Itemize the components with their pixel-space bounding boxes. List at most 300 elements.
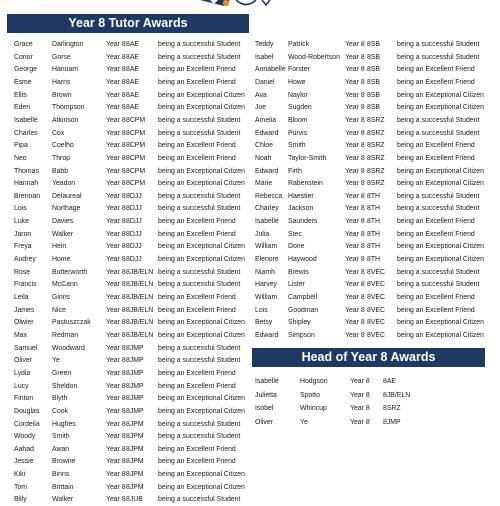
award-last-cell: Forster [288,66,310,74]
head-of-year-awards-banner: Head of Year 8 Awards [252,348,485,367]
award-last-cell: Smith [52,433,70,441]
award-award-cell: being an Exceptional Citizen [397,256,484,264]
award-form-cell: 8AE [126,104,140,112]
award-year-cell: Year 8 [345,180,365,188]
award-last-cell: Ye [300,419,308,427]
award-last-cell: Done [288,243,305,251]
award-year-cell: Year 8 [106,344,126,352]
award-award-cell: being a successful Student [158,53,241,61]
award-year-cell: Year 8 [106,142,126,150]
award-year-cell: Year 8 [350,405,370,413]
award-form-cell: 8SB [367,91,381,99]
award-year-cell: Year 8 [345,256,365,264]
award-first-cell: Lucy [14,382,29,390]
award-award-cell: being an Exceptional Citizen [397,331,484,339]
award-first-cell: Max [14,331,28,339]
award-first-cell: William [255,294,278,301]
award-form-cell: 8JB/ELN [126,331,154,339]
award-year-cell: Year 8 [106,395,126,403]
award-form-cell: 8SRZ [367,142,385,150]
award-last-cell: Haestier [288,192,314,200]
award-last-cell: Hannam [52,66,79,74]
award-year-cell: Year 8 [345,294,365,301]
award-form-cell: 8DJJ [126,205,142,213]
award-year-cell: Year 8 [345,41,365,48]
award-year-cell: Year 8 [106,357,126,365]
award-last-cell: Home [52,256,71,264]
award-last-cell: Naylor [288,91,308,99]
award-award-cell: being a successful Student [158,129,241,137]
award-year-cell: Year 8 [345,319,365,327]
award-form-cell: 8CPM [126,180,146,188]
award-form-cell: 8JMP [126,382,144,390]
award-first-cell: Luke [14,218,29,226]
award-first-cell: Ellis [14,91,27,99]
award-year-cell: Year 8 [345,53,365,61]
award-award-cell: being an Excellent Friend [158,142,236,150]
award-first-cell: Isobel [255,405,274,413]
award-last-cell: Ye [52,357,60,365]
award-first-cell: Chloe [255,142,274,150]
award-last-cell: Bloom [288,116,308,124]
award-last-cell: Lister [288,281,305,289]
award-year-cell: Year 8 [106,382,126,390]
award-form-cell: 8SRZ [367,167,385,175]
award-award-cell: being an Excellent Friend [158,306,236,314]
award-last-cell: Simpson [288,331,315,339]
award-year-cell: Year 8 [345,268,365,276]
award-year-cell: Year 8 [106,205,126,213]
award-first-cell: James [14,306,35,314]
award-first-cell: Lydia [14,369,31,377]
award-last-cell: Walker [52,230,74,238]
award-year-cell: Year 8 [106,433,126,441]
award-year-cell: Year 8 [106,243,126,251]
award-form-cell: 8DJJ [126,256,142,264]
award-first-cell: Leila [14,294,29,301]
award-last-cell: Blyth [52,395,68,403]
award-year-cell: Year 8 [106,483,126,491]
award-award-cell: being a successful Student [397,53,480,61]
award-year-cell: Year 8 [350,419,370,427]
award-last-cell: Spotto [300,391,320,399]
award-last-cell: Cook [52,407,69,415]
award-first-cell: Marie [255,180,273,188]
award-form-cell: 8SRZ [367,180,385,188]
award-form-cell: 8CPM [126,142,146,150]
award-award-cell: being an Exceptional Citizen [158,471,245,479]
award-year-cell: Year 8 [106,78,126,86]
award-award-cell: being an Excellent Friend [158,445,236,453]
award-award-cell: being an Excellent Friend [158,294,236,301]
award-year-cell: Year 8 [106,66,126,74]
award-award-cell: being an Exceptional Citizen [397,167,484,175]
award-last-cell: Campbell [288,294,318,301]
award-award-cell: being an Exceptional Citizen [397,91,484,99]
award-first-cell: Joe [255,104,267,112]
award-year-cell: Year 8 [345,281,365,289]
award-award-cell: being an Excellent Friend [158,369,236,377]
award-award-cell: being a successful Student [158,116,241,124]
header-arc [236,0,256,5]
award-first-cell: Cordelia [14,420,40,428]
award-last-cell: Nice [52,306,66,314]
award-first-cell: William [255,243,278,251]
award-first-cell: Pipa [14,142,28,150]
award-form-cell: 8SB [367,104,381,112]
award-last-cell: Sugden [288,104,312,112]
award-form-cell: 8JPM [126,433,144,441]
award-year-cell: Year 8 [345,331,365,339]
award-last-cell: Cox [52,129,65,137]
award-award-cell: being an Excellent Friend [158,230,236,238]
award-year-cell: Year 8 [345,116,365,124]
award-last-cell: Brown [52,91,72,99]
award-first-cell: Billy [14,496,27,504]
award-year-cell: Year 8 [106,154,126,162]
award-form-cell: 8JPM [126,445,144,453]
award-first-cell: Daniel [255,78,275,86]
award-year-cell: Year 8 [345,104,365,112]
award-award-cell: being an Excellent Friend [158,218,236,226]
award-year-cell: Year 8 [106,471,126,479]
award-last-cell: Darlington [52,41,84,48]
tutor-awards-banner: Year 8 Tutor Awards [7,14,249,33]
award-first-cell: Rebecca [255,192,283,200]
award-first-cell: Niamh [255,268,275,276]
award-last-cell: Harris [52,78,71,86]
award-year-cell: Year 8 [106,256,126,264]
award-first-cell: Amelia [255,116,277,124]
award-year-cell: Year 8 [106,420,126,428]
header-orange-dot [223,0,229,6]
award-first-cell: Annabelle [255,66,286,74]
award-form-cell: 8AE [126,41,140,48]
award-first-cell: Julietta [255,391,277,399]
award-first-cell: Eden [14,104,31,112]
award-first-cell: Woody [14,433,36,441]
award-form-cell: 8SB [367,53,381,61]
header-graphic [0,0,500,12]
award-last-cell: Brittain [52,483,74,491]
award-award-cell: being a successful Student [158,496,241,504]
award-year-cell: Year 8 [345,192,365,200]
award-form-cell: 8DJJ [126,192,142,200]
award-award-cell: being a successful Student [397,129,480,137]
award-form-cell: 8SRZ [367,154,385,162]
award-first-cell: Douglas [14,407,40,415]
award-last-cell: Northage [52,205,81,213]
award-first-cell: Aahad [14,445,34,453]
award-first-cell: Oliver [255,419,273,427]
award-first-cell: Noah [255,154,272,162]
award-form-cell: 8DJJ [126,218,142,226]
award-year-cell: Year 8 [345,66,365,74]
award-year-cell: Year 8 [345,230,365,238]
award-first-cell: Esme [14,78,32,86]
award-award-cell: being a successful Student [158,268,241,276]
award-first-cell: Finton [14,395,34,403]
award-first-cell: Rose [14,268,31,276]
award-last-cell: Green [52,369,72,377]
award-award-cell: being a successful Student [158,281,241,289]
award-award-cell: being an Exceptional Citizen [158,483,245,491]
award-form-cell: 8AE [126,78,140,86]
award-first-cell: Oliver [14,357,32,365]
award-form-cell: 8JPM [126,471,144,479]
award-year-cell: Year 8 [106,407,126,415]
award-award-cell: being an Exceptional Citizen [158,331,245,339]
award-award-cell: being an Exceptional Citizen [397,319,484,327]
award-award-cell: being an Excellent Friend [158,78,236,86]
award-form-cell: 8SB [367,41,381,48]
award-award-cell: being a successful Student [397,205,480,213]
award-first-cell: Brennan [14,192,41,200]
award-award-cell: being an Excellent Friend [158,458,236,466]
award-year-cell: Year 8 [106,91,126,99]
award-form-cell: 8TH [367,192,381,200]
award-first-cell: Charley [255,205,279,213]
award-form-cell: 8AE [126,66,140,74]
award-form-cell: 8VEC [367,331,386,339]
award-first-cell: Olwier [14,319,34,327]
award-form-cell: 8JMP [126,395,144,403]
award-last-cell: Thompson [52,104,85,112]
award-last-cell: Shipley [288,319,311,327]
award-year-cell: Year 8 [106,167,126,175]
award-last-cell: Sheldon [52,382,78,390]
award-year-cell: Year 8 [106,116,126,124]
award-first-cell: George [14,66,37,74]
award-first-cell: Isabelle [255,378,279,385]
award-form-cell: 8DJJ [126,230,142,238]
award-form-cell: 8JMP [126,344,144,352]
award-first-cell: Ava [255,91,267,99]
award-award-cell: being an Excellent Friend [397,294,475,301]
award-form-cell: 8VEC [367,268,386,276]
award-award-cell: being an Exceptional Citizen [158,243,245,251]
award-first-cell: Charles [14,129,38,137]
award-form-cell: 8TH [367,230,381,238]
award-form-cell: 8TH [367,256,381,264]
award-award-cell: being an Excellent Friend [397,66,475,74]
award-form-cell: 8JB/ELN [126,281,154,289]
award-year-cell: Year 8 [106,306,126,314]
award-form-cell: 8JB/ELN [126,306,154,314]
award-first-cell: Teddy [255,41,274,48]
award-last-cell: Awan [52,445,70,453]
award-year-cell: Year 8 [106,180,126,188]
award-first-cell: Isabelle [255,218,279,226]
award-last-cell: Whincup [300,405,327,413]
award-year-cell: Year 8 [350,378,370,385]
award-last-cell: Howe [288,78,306,86]
award-award-cell: being an Excellent Friend [397,306,475,314]
award-form-cell: 8TH [367,243,381,251]
award-form-cell: 8JMP [383,419,401,427]
award-form-cell: 8CPM [126,116,146,124]
award-form-cell: 8JB/ELN [126,268,154,276]
award-award-cell: being an Excellent Friend [397,230,475,238]
award-form-cell: 8SRZ [367,116,385,124]
award-last-cell: Saunders [288,218,318,226]
award-award-cell: being an Exceptional Citizen [397,243,484,251]
award-award-cell: being a successful Student [397,41,480,48]
award-award-cell: being an Exceptional Citizen [397,104,484,112]
award-first-cell: Isabel [255,53,274,61]
award-first-cell: Julia [255,230,270,238]
award-first-cell: Edward [255,331,279,339]
award-last-cell: Brewis [288,268,309,276]
award-last-cell: Purvis [288,129,308,137]
award-year-cell: Year 8 [350,391,370,399]
award-last-cell: Davies [52,218,74,226]
award-last-cell: Hodgson [300,378,328,385]
award-award-cell: being an Excellent Friend [397,142,475,150]
award-year-cell: Year 8 [106,230,126,238]
award-first-cell: Thomas [14,167,39,175]
award-form-cell: 8SB [367,66,381,74]
award-first-cell: Isabelle [14,116,38,124]
award-last-cell: Babb [52,167,69,175]
award-form-cell: 8JB/ELN [126,319,154,327]
award-award-cell: being a successful Student [158,344,241,352]
award-first-cell: Betsy [255,319,273,327]
award-form-cell: 8VEC [367,281,386,289]
award-last-cell: Yeadon [52,180,76,188]
award-first-cell: Elenore [255,256,279,264]
award-last-cell: Delaureal [52,192,82,200]
award-form-cell: 8AE [383,378,397,385]
award-form-cell: 8JMP [126,407,144,415]
award-year-cell: Year 8 [345,91,365,99]
award-award-cell: being an Exceptional Citizen [158,104,245,112]
award-last-cell: Hughes [52,420,76,428]
award-award-cell: being a successful Student [397,268,480,276]
award-award-cell: being an Exceptional Citizen [158,180,245,188]
award-first-cell: Freya [14,243,32,251]
award-year-cell: Year 8 [345,142,365,150]
award-form-cell: 8JMP [126,357,144,365]
award-last-cell: Ginns [52,294,71,301]
award-last-cell: Coelho [52,142,74,150]
award-form-cell: 8SRZ [383,405,401,413]
award-year-cell: Year 8 [345,218,365,226]
award-year-cell: Year 8 [106,129,126,137]
award-last-cell: Woodward [52,344,85,352]
award-form-cell: 8VEC [367,306,386,314]
award-year-cell: Year 8 [106,496,126,504]
award-first-cell: Lois [255,306,268,314]
header-mark [262,0,270,5]
award-last-cell: Goodman [288,306,319,314]
award-award-cell: being a successful Student [158,205,241,213]
award-last-cell: Walker [52,496,74,504]
award-first-cell: Jaron [14,230,32,238]
award-first-cell: Jessie [14,458,34,466]
award-first-cell: Edward [255,167,279,175]
award-year-cell: Year 8 [106,294,126,301]
award-year-cell: Year 8 [345,167,365,175]
award-year-cell: Year 8 [106,445,126,453]
award-form-cell: 8JMP [126,369,144,377]
award-last-cell: Firth [288,167,302,175]
award-form-cell: 8JB/ELN [383,391,411,399]
award-form-cell: 8VEC [367,319,386,327]
award-first-cell: Edward [255,129,279,137]
award-first-cell: Francis [14,281,37,289]
award-last-cell: Taylor-Smith [288,154,327,162]
award-form-cell: 8DJJ [126,243,142,251]
award-year-cell: Year 8 [106,281,126,289]
award-last-cell: Stec [288,230,302,238]
award-year-cell: Year 8 [345,78,365,86]
award-last-cell: Patrick [288,41,310,48]
award-award-cell: being a successful Student [397,281,480,289]
award-last-cell: Butterworth [52,268,88,276]
award-year-cell: Year 8 [345,129,365,137]
award-award-cell: being an Excellent Friend [397,218,475,226]
award-year-cell: Year 8 [106,319,126,327]
award-first-cell: Harvey [255,281,277,289]
award-form-cell: 8VEC [367,294,386,301]
award-last-cell: Rabenstein [288,180,323,188]
award-award-cell: being an Excellent Friend [158,382,236,390]
award-year-cell: Year 8 [106,41,126,48]
award-first-cell: Lois [14,205,27,213]
award-award-cell: being an Exceptional Citizen [158,395,245,403]
award-award-cell: being an Exceptional Citizen [158,407,245,415]
award-year-cell: Year 8 [106,192,126,200]
award-last-cell: Pastuszczak [52,319,91,327]
award-last-cell: Redman [52,331,79,339]
award-last-cell: Throp [52,154,71,162]
award-form-cell: 8JPM [126,420,144,428]
award-last-cell: Gorse [52,53,71,61]
award-last-cell: Binns [52,471,70,479]
award-award-cell: being a successful Student [158,192,241,200]
award-form-cell: 8SRZ [367,129,385,137]
award-form-cell: 8CPM [126,129,146,137]
award-award-cell: being a successful Student [158,433,241,441]
award-year-cell: Year 8 [106,53,126,61]
award-first-cell: Grace [14,41,33,48]
award-award-cell: being an Excellent Friend [397,78,475,86]
award-form-cell: 8JPM [126,483,144,491]
award-form-cell: 8CPM [126,154,146,162]
award-last-cell: Wood-Robertson [288,53,340,61]
award-form-cell: 8AE [126,53,140,61]
award-year-cell: Year 8 [106,268,126,276]
award-award-cell: being an Excellent Friend [397,154,475,162]
award-award-cell: being a successful Student [158,41,241,48]
award-first-cell: Neo [14,154,27,162]
award-first-cell: Tom [14,483,28,491]
award-first-cell: Kiki [14,471,26,479]
award-form-cell: 8CPM [126,167,146,175]
award-award-cell: being an Exceptional Citizen [158,256,245,264]
award-year-cell: Year 8 [345,243,365,251]
award-year-cell: Year 8 [106,369,126,377]
award-form-cell: 8JB/ELN [126,294,154,301]
award-year-cell: Year 8 [106,458,126,466]
award-form-cell: 8JPM [126,458,144,466]
award-award-cell: being an Exceptional Citizen [397,180,484,188]
award-year-cell: Year 8 [345,306,365,314]
award-form-cell: 8AE [126,91,140,99]
award-year-cell: Year 8 [106,104,126,112]
award-form-cell: 8TH [367,218,381,226]
